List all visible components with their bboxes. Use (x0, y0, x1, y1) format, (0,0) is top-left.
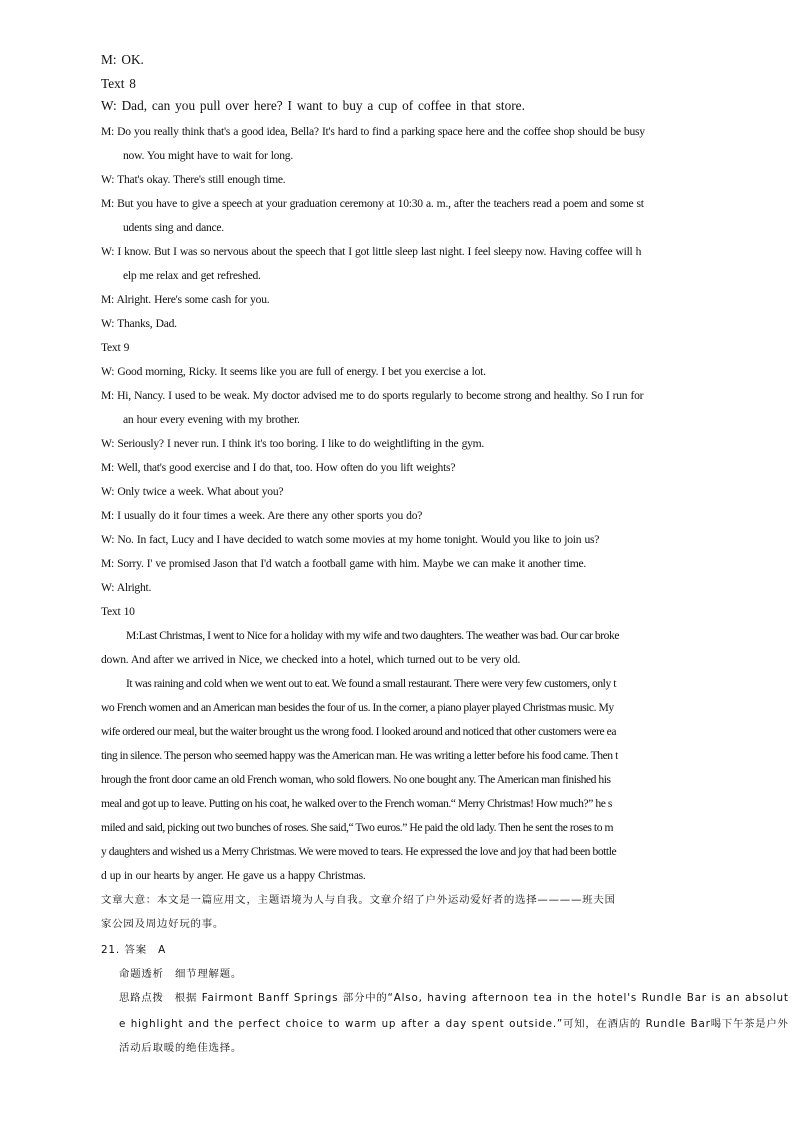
dialogue-line: M: I usually do it four times a week. Are there any other sports you do? (101, 509, 423, 522)
dialogue-line: W: No. In fact, Lucy and I have decided to watch some movies at my home tonight. Would you like to join us? (101, 533, 600, 546)
paragraph-line: meal and got up to leave. Putting on his coat, he walked over to the French woman.“ Merry Christmas! How much?” he s (101, 797, 612, 810)
paragraph-line: down. And after we arrived in Nice, we checked into a hotel, which turned out to be very old. (101, 653, 521, 666)
dialogue-line-continued: elp me relax and get refreshed. (123, 269, 261, 282)
dialogue-line: W: Alright. (101, 581, 152, 594)
answer-line: 21. 答案 A (101, 944, 167, 956)
explanation-line: 活动后取暖的绝佳选择。 (119, 1042, 243, 1054)
explanation-line: e highlight and the perfect choice to warm up after a day spent outside.”可知，在酒店的 Rundle Bar喝下午茶是户外 (119, 1018, 789, 1030)
paragraph-line: d up in our hearts by anger. He gave us a happy Christmas. (101, 869, 366, 882)
paragraph-line: ting in silence. The person who seemed happy was the American man. He was writing a letter before his food came. Then t (101, 749, 618, 762)
paragraph-line: y daughters and wished us a Merry Christmas. We were moved to tears. He expressed the love and joy that had been bottle (101, 845, 617, 858)
dialogue-line-continued: udents sing and dance. (123, 221, 224, 234)
analysis-line: 命题透析 细节理解题。 (119, 968, 243, 980)
dialogue-line: W: Good morning, Ricky. It seems like you are full of energy. I bet you exercise a lot. (101, 365, 486, 378)
dialogue-line: M: Hi, Nancy. I used to be weak. My doctor advised me to do sports regularly to become strong and healthy. So I run for (101, 389, 644, 402)
dialogue-line: W: That's okay. There's still enough time. (101, 173, 286, 186)
section-heading: Text 9 (101, 341, 130, 354)
explanation-line: 思路点拨 根据 Fairmont Banff Springs 部分中的“Also, having afternoon tea in the hotel's Rundle Bar is an absolut (119, 992, 789, 1004)
section-heading: Text 8 (101, 76, 136, 91)
dialogue-line: M: Do you really think that's a good idea, Bella? It's hard to find a parking space here and the coffee shop should be busy (101, 125, 645, 138)
dialogue-line: W: I know. But I was so nervous about the speech that I got little sleep last night. I feel sleepy now. Having coffee will h (101, 245, 642, 258)
dialogue-line: M: But you have to give a speech at your graduation ceremony at 10:30 a. m., after the teachers read a poem and some st (101, 197, 644, 210)
paragraph-line: hrough the front door came an old French woman, who sold flowers. No one bought any. The American man finished his (101, 773, 611, 786)
dialogue-line: W: Thanks, Dad. (101, 317, 177, 330)
dialogue-line: W: Dad, can you pull over here? I want to buy a cup of coffee in that store. (101, 98, 525, 113)
summary-line: 家公园及周边好玩的事。 (101, 918, 225, 930)
dialogue-line: M: Sorry. I' ve promised Jason that I'd watch a football game with him. Maybe we can make it another time. (101, 557, 587, 570)
dialogue-line: M: Alright. Here's some cash for you. (101, 293, 270, 306)
summary-line: 文章大意：本文是一篇应用文，主题语境为人与自我。文章介绍了户外运动爱好者的选择————班夫国 (101, 894, 616, 906)
dialogue-line: M: Well, that's good exercise and I do that, too. How often do you lift weights? (101, 461, 456, 474)
dialogue-line: W: Seriously? I never run. I think it's too boring. I like to do weightlifting in the gym. (101, 437, 485, 450)
section-heading: Text 10 (101, 605, 135, 618)
dialogue-line: W: Only twice a week. What about you? (101, 485, 284, 498)
paragraph-line: wife ordered our meal, but the waiter brought us the wrong food. I looked around and noticed that other customers were ea (101, 725, 617, 738)
paragraph-line: miled and said, picking out two bunches of roses. She said,“ Two euros.” He paid the old lady. Then he sent the roses to m (101, 821, 614, 834)
dialogue-line-continued: an hour every evening with my brother. (123, 413, 300, 426)
paragraph-line: wo French women and an American man besides the four of us. In the corner, a piano player played Christmas music. My (101, 701, 614, 714)
dialogue-line: M: OK. (101, 52, 144, 67)
paragraph-line: It was raining and cold when we went out to eat. We found a small restaurant. There were very few customers, only t (126, 677, 617, 690)
paragraph-line: M:Last Christmas, I went to Nice for a holiday with my wife and two daughters. The weather was bad. Our car broke (126, 629, 620, 642)
dialogue-line-continued: now. You might have to wait for long. (123, 149, 293, 162)
